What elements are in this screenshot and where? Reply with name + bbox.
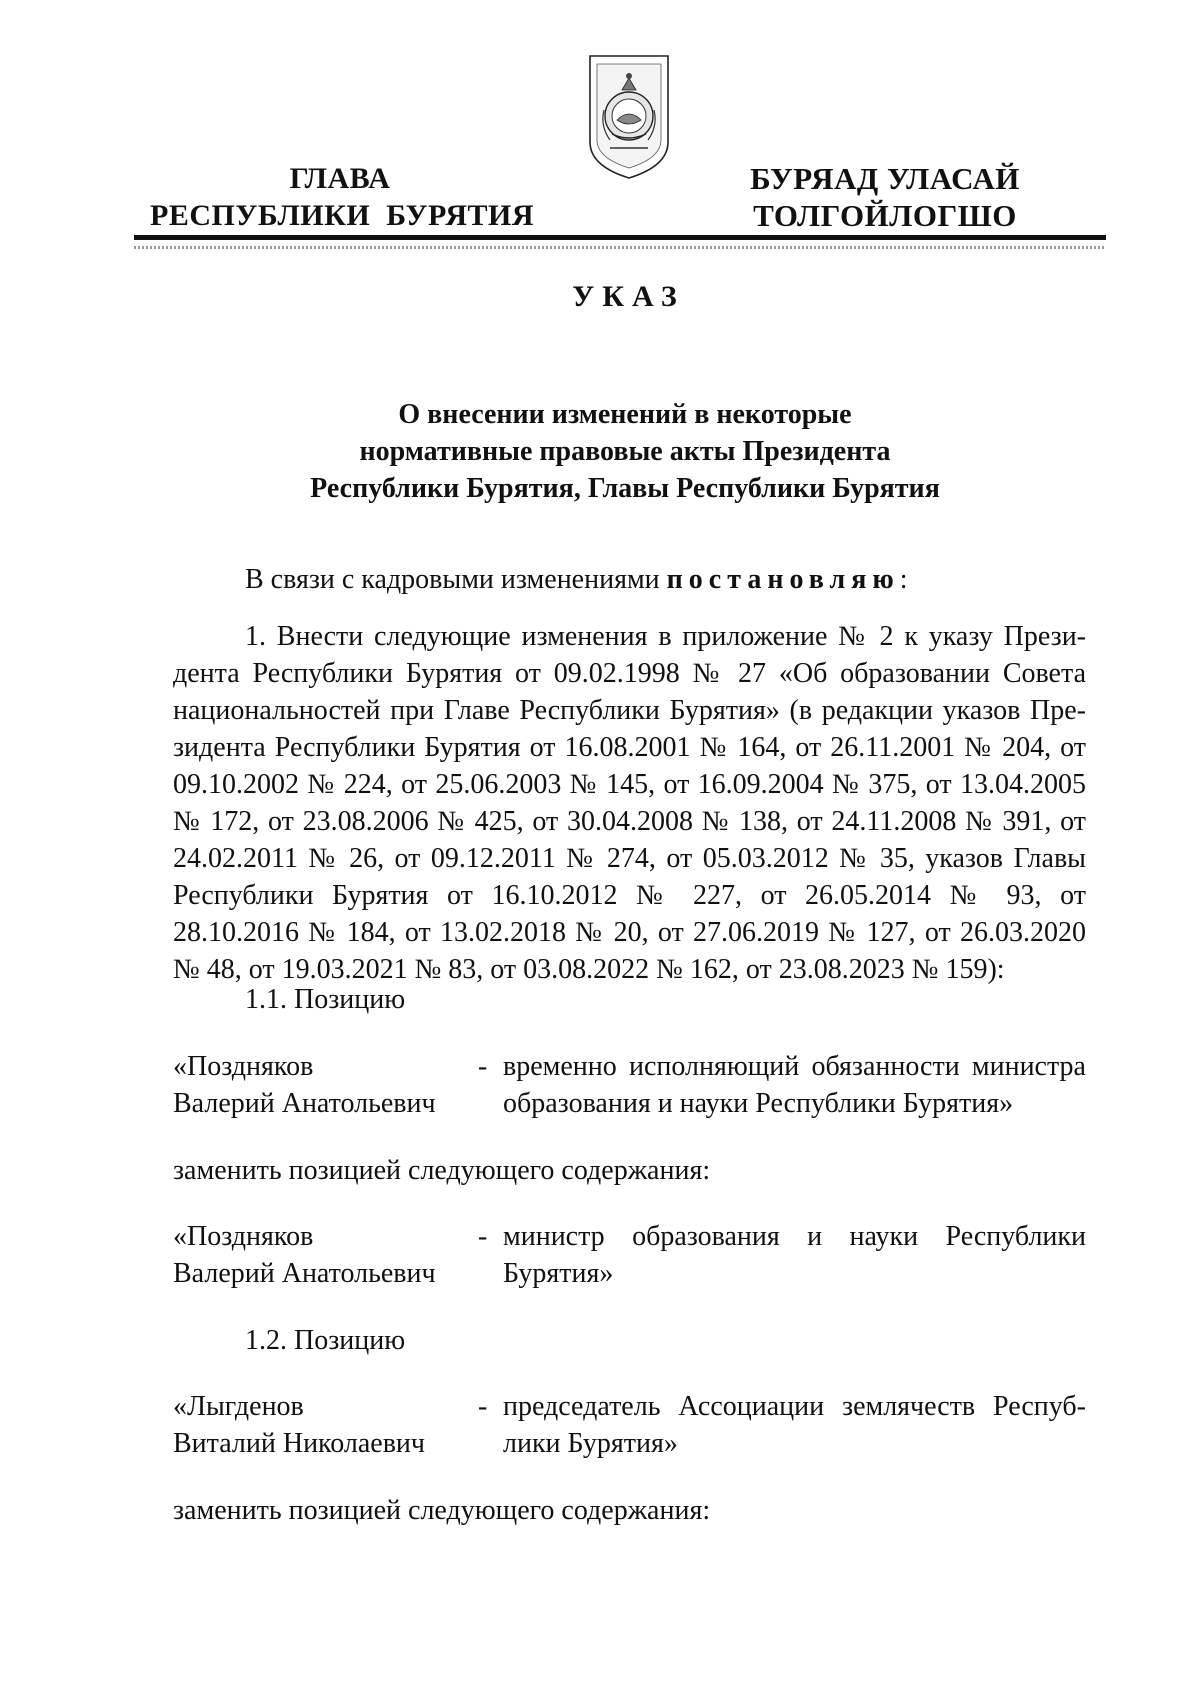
position-description: [503, 1048, 1086, 1122]
subject-line: нормативные правовые акты Президента: [359, 436, 891, 467]
person-surname: «Поздняков: [173, 1051, 314, 1082]
paragraph-line: дента Республики Бурятия от 09.02.1998 № 27 «Об образовании Совета: [173, 658, 1086, 689]
paragraph-line: национальностей при Главе Республики Бурятия» (в редакции указов Пре-: [173, 695, 1086, 726]
issuer-title-bua-line2: ТОЛГОЙЛОГШО: [753, 198, 1017, 233]
preamble-decree-word: постановляю: [666, 564, 900, 595]
subitem-1-2-label: 1.2. Позицию: [245, 1325, 406, 1356]
person-given-names: Валерий Анатольевич: [173, 1088, 436, 1119]
person-name: [173, 1048, 473, 1122]
paragraph-line: № 172, от 23.08.2006 № 425, от 30.04.2008 № 138, от 24.11.2008 № 391, от: [173, 806, 1086, 837]
paragraph-line: Республики Бурятия от 16.10.2012 № 227, от 26.05.2014 № 93, от: [173, 880, 1086, 911]
issuer-title-ru: [150, 160, 535, 234]
person-surname: «Лыгденов: [173, 1391, 304, 1422]
description-line: Бурятия»: [503, 1258, 614, 1289]
header-divider-thick: [134, 235, 1106, 240]
paragraph-line: 09.10.2002 № 224, от 25.06.2003 № 145, от 16.09.2004 № 375, от 13.04.2005: [173, 769, 1086, 800]
paragraph-line: № 48, от 19.03.2021 № 83, от 03.08.2022 № 162, от 23.08.2023 № 159):: [173, 954, 1005, 985]
description-line: образования и науки Республики Бурятия»: [503, 1088, 1014, 1119]
position-description: [503, 1388, 1086, 1462]
paragraph-line: 24.02.2011 № 26, от 09.12.2011 № 274, от 05.03.2012 № 35, указов Главы: [173, 843, 1086, 874]
entry-dash: -: [478, 1051, 488, 1082]
header-divider-thin: [134, 246, 1106, 249]
entry-dash: -: [478, 1391, 488, 1422]
person-given-names: Валерий Анатольевич: [173, 1258, 436, 1289]
preamble-text: В связи с кадровыми изменениями: [245, 564, 667, 595]
paragraph-line: 28.10.2016 № 184, от 13.02.2018 № 20, от 27.06.2019 № 127, от 26.03.2020: [173, 917, 1086, 948]
paragraph-line: 1. Внести следующие изменения в приложение № 2 к указу Прези-: [245, 621, 1086, 652]
paragraph-line: зидента Республики Бурятия от 16.08.2001 № 164, от 26.11.2001 № 204, от: [173, 732, 1086, 763]
person-surname: «Поздняков: [173, 1221, 314, 1252]
position-description: [503, 1218, 1086, 1292]
document-subject: [280, 396, 970, 507]
issuer-title-ru-line2: РЕСПУБЛИКИ БУРЯТИЯ: [150, 199, 535, 232]
item-1-paragraph: [173, 618, 1086, 988]
person-name: [173, 1218, 473, 1292]
subject-line: О внесении изменений в некоторые: [398, 399, 852, 430]
coat-of-arms-icon: [582, 50, 676, 182]
description-line: лики Бурятия»: [503, 1428, 678, 1459]
replace-instruction: заменить позицией следующего содержания:: [173, 1155, 711, 1186]
description-line: председатель Ассоциации землячеств Респуб-: [503, 1391, 1086, 1422]
document-type-title: УКАЗ: [572, 280, 685, 313]
issuer-title-ru-line1: ГЛАВА: [289, 162, 391, 195]
description-line: временно исполняющий обязанности министра: [503, 1051, 1086, 1082]
issuer-title-bua: [720, 160, 1050, 234]
subitem-1-1-label: 1.1. Позицию: [245, 984, 406, 1015]
person-given-names: Виталий Николаевич: [173, 1428, 425, 1459]
description-line: министр образования и науки Республики: [503, 1221, 1086, 1252]
replace-instruction: заменить позицией следующего содержания:: [173, 1495, 711, 1526]
entry-dash: -: [478, 1221, 488, 1252]
person-name: [173, 1388, 473, 1462]
subject-line: Республики Бурятия, Главы Республики Бурятия: [310, 473, 940, 504]
issuer-title-bua-line1: БУРЯАД УЛАСАЙ: [750, 161, 1020, 196]
preamble: [245, 561, 908, 598]
preamble-colon: :: [899, 564, 908, 595]
